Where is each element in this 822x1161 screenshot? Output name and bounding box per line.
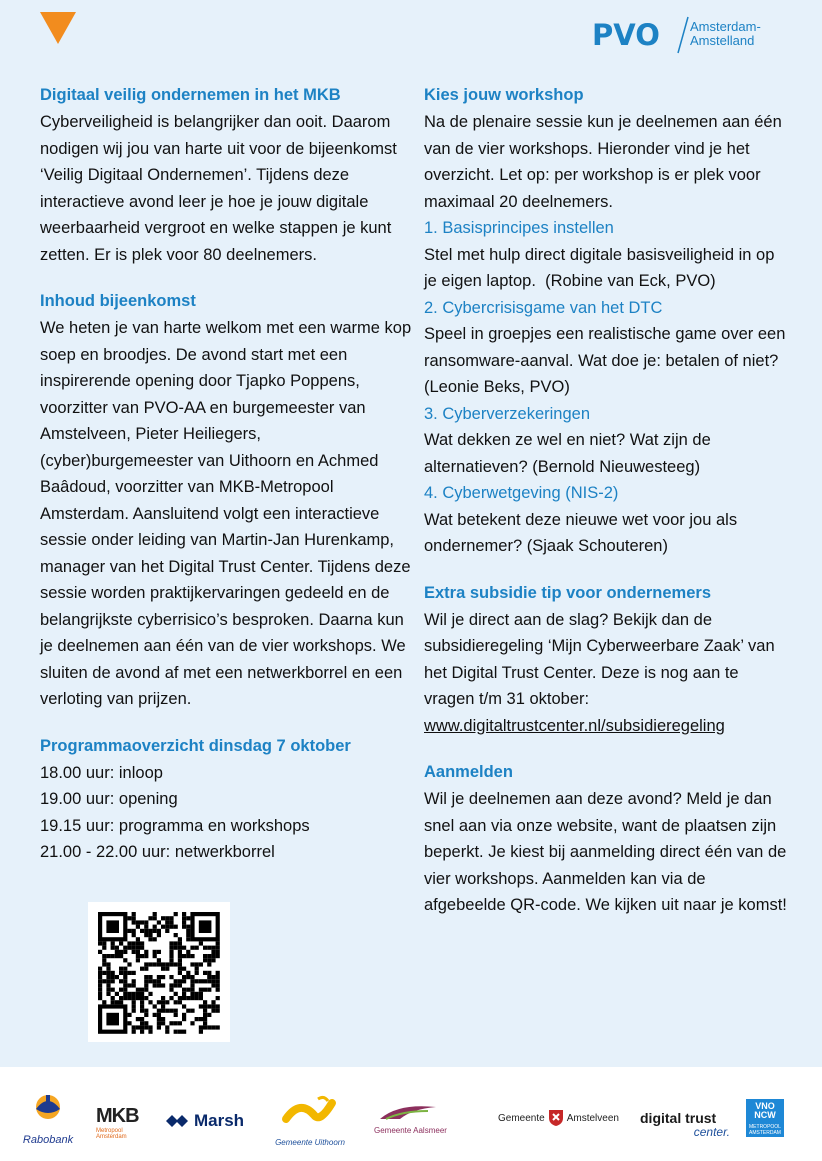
intro-heading: Digitaal veilig ondernemen in het MKB [40, 86, 341, 104]
workshop-description [424, 321, 794, 401]
mkb-label: MKB [96, 1105, 139, 1127]
workshop-title: 2. Cybercrisisgame van het DTC [424, 298, 663, 317]
content-line: sluiten de avond af met een netwerkborrel en een [40, 663, 403, 682]
signup-line: vier workshops. Aanmelden kan via de [424, 869, 706, 888]
workshop-title: 1. Basisprincipes instellen [424, 219, 614, 237]
qr-finder-pattern [100, 914, 125, 939]
signup-line: afgebeelde QR-code. We kijken uit naar je komst! [424, 896, 787, 914]
workshop-description [424, 427, 794, 480]
intro-line: interactieve avond leer je hoe je jouw digitale [40, 192, 369, 211]
subsidy-line: vragen t/m 31 oktober: [424, 690, 590, 708]
workshops-heading: Kies jouw workshop [424, 86, 584, 104]
marsh-icon [164, 1113, 192, 1129]
pvo-region [690, 20, 761, 48]
workshops-intro-line: overzicht. Let op: per workshop is er plek voor [424, 166, 761, 184]
workshop-title: 4. Cyberwetgeving (NIS-2) [424, 484, 619, 502]
vnoncw-label-4: AMSTERDAM [749, 1130, 781, 1136]
workshop-line: Stel met hulp direct digitale basisveiligheid in op [424, 245, 775, 264]
intro-line: nodigen wij jou van harte uit voor de bijeenkomst [40, 139, 397, 158]
workshops-intro-line: Na de plenaire sessie kun je deelnemen aan één [424, 113, 782, 131]
workshops-section [424, 82, 794, 560]
content-line: We heten je van harte welkom met een warme kop [40, 319, 412, 337]
content-line: (cyber)burgemeester van Uithoorn en Achmed [40, 451, 379, 470]
content-line: Baâdoud, voorzitter van MKB-Metropool [40, 478, 334, 496]
intro-section [40, 82, 412, 268]
intro-line: zetten. Er is plek voor 80 deelnemers. [40, 245, 317, 264]
intro-line: Cyberveiligheid is belangrijker dan ooit. Daarom [40, 113, 391, 131]
workshop-item [424, 295, 794, 401]
signup-line: Wil je deelnemen aan deze avond? Meld je dan [424, 790, 772, 808]
amstelveen-label-2: Amstelveen [566, 1112, 619, 1124]
subsidy-text [424, 607, 794, 740]
mkb-sub-1: Metropool [96, 1128, 123, 1134]
content-heading: Inhoud bijeenkomst [40, 292, 196, 310]
workshop-description [424, 242, 794, 295]
workshop-line: Wat betekent deze nieuwe wet voor jou als [424, 510, 738, 529]
workshop-line: je eigen laptop. (Robine van Eck, PVO) [424, 272, 716, 290]
pvo-logo-text: PVO [592, 18, 660, 52]
content-line: Amstelveen, Pieter Heiliegers, [40, 425, 262, 443]
signup-text [424, 786, 794, 919]
aalsmeer-logo [374, 1103, 474, 1135]
vnoncw-label-2: NCW [754, 1110, 776, 1120]
content-text [40, 315, 412, 713]
workshop-line: alternatieven? (Bernold Nieuwesteeg) [424, 457, 701, 476]
amstelveen-logo [498, 1109, 624, 1127]
qr-code[interactable] [88, 902, 230, 1042]
sponsor-footer [0, 1067, 822, 1161]
amstelveen-shield-icon [548, 1109, 564, 1127]
rabobank-logo [22, 1089, 74, 1149]
signup-section [424, 759, 794, 919]
mkb-sub-2: Amsterdam [96, 1134, 127, 1140]
mkb-logo [96, 1105, 156, 1140]
qr-code-image [88, 902, 230, 1042]
content-section [40, 288, 412, 713]
uithoorn-logo [268, 1093, 352, 1153]
subsidy-line: Wil je direct aan de slag? Bekijk dan de [424, 610, 712, 629]
pvo-logo [592, 16, 792, 56]
aalsmeer-label: Gemeente Aalsmeer [374, 1126, 447, 1135]
aalsmeer-icon [378, 1103, 438, 1121]
vnoncw-label-1: VNO [755, 1101, 775, 1111]
program-item: 19.00 uur: opening [40, 790, 178, 808]
uithoorn-label: Gemeente Uithoorn [275, 1138, 345, 1147]
workshops-intro [424, 109, 794, 215]
intro-line: weerbaarheid vergroot en welke stappen je kunt [40, 219, 392, 237]
content-line: voorzitter van PVO-AA en burgemeester van [40, 398, 366, 417]
workshops-intro-line: maximaal 20 deelnemers. [424, 192, 613, 211]
workshop-line: ransomware-aanval. Wat doe je: betalen of niet? [424, 351, 779, 370]
subsidy-line: subsidieregeling ‘Mijn Cyberweerbare Zaak’ van [424, 637, 775, 655]
right-column [424, 82, 794, 939]
signup-heading: Aanmelden [424, 763, 513, 781]
program-section [40, 733, 412, 866]
pvo-region-line1: Amsterdam- [690, 19, 761, 34]
dtc-logo [640, 1111, 730, 1139]
program-item: 18.00 uur: inloop [40, 763, 163, 782]
content-line: sessie worden praktijkervaringen gedeeld en de [40, 584, 390, 602]
subsidy-section [424, 580, 794, 740]
content-line: je deelnemen aan één van de vier workshops. We [40, 637, 406, 655]
workshop-line: (Leonie Beks, PVO) [424, 378, 570, 396]
signup-line: beperkt. Je kiest bij aanmelding direct één van de [424, 843, 787, 861]
qr-finder-pattern [193, 914, 218, 939]
rabobank-icon [22, 1089, 74, 1129]
amstelveen-label-1: Gemeente [498, 1112, 545, 1124]
subsidy-heading: Extra subsidie tip voor ondernemers [424, 583, 711, 602]
vnoncw-logo [746, 1099, 784, 1137]
workshop-item [424, 480, 794, 560]
content-line: Amsterdam. Aansluitend volgt een interactieve [40, 504, 380, 523]
content-line: soep en broodjes. De avond start met een [40, 345, 348, 364]
vnoncw-label-3: METROPOOL [749, 1124, 781, 1130]
content-line: manager van het Digital Trust Center. Tijdens deze [40, 557, 411, 576]
workshops-intro-line: van de vier workshops. Hieronder vind je het [424, 139, 750, 158]
content-line: sessie onder leiding van Martin-Jan Hurenkamp, [40, 531, 395, 549]
content-line: belangrijkste cyberrisico’s besproken. Daarna kun [40, 610, 404, 629]
subsidy-link[interactable]: www.digitaltrustcenter.nl/subsidieregeling [424, 716, 725, 735]
content-line: inspirerende opening door Tjapko Poppens, [40, 372, 360, 390]
uithoorn-icon [280, 1093, 340, 1133]
qr-finder-pattern [100, 1007, 125, 1032]
dtc-label-1: digital trust [640, 1110, 717, 1126]
intro-text [40, 109, 412, 268]
left-column [40, 82, 412, 886]
program-heading: Programmaoverzicht dinsdag 7 oktober [40, 736, 351, 755]
marsh-label: Marsh [194, 1111, 245, 1130]
pvo-slash-icon [676, 16, 690, 54]
workshop-item [424, 401, 794, 481]
intro-line: ‘Veilig Digitaal Ondernemen’. Tijdens deze [40, 166, 350, 184]
program-list [40, 760, 412, 866]
workshop-item [424, 215, 794, 295]
program-item: 21.00 - 22.00 uur: netwerkborrel [40, 843, 275, 861]
rabobank-label: Rabobank [22, 1134, 74, 1146]
program-item: 19.15 uur: programma en workshops [40, 816, 310, 835]
content-line: verloting van prijzen. [40, 690, 192, 708]
workshop-description [424, 507, 794, 560]
orange-triangle-decoration [40, 12, 76, 44]
workshop-line: Wat dekken ze wel en niet? Wat zijn de [424, 431, 711, 449]
pvo-region-line2: Amstelland [690, 33, 755, 48]
marsh-logo [164, 1111, 254, 1131]
subsidy-line: het Digital Trust Center. Deze is nog aan te [424, 663, 739, 682]
workshop-line: ondernemer? (Sjaak Schouteren) [424, 537, 668, 555]
dtc-label-2: center. [693, 1125, 730, 1139]
signup-line: snel aan via onze website, want de plaatsen zijn [424, 816, 777, 835]
workshop-line: Speel in groepjes een realistische game over een [424, 325, 786, 343]
workshop-title: 3. Cyberverzekeringen [424, 404, 590, 423]
